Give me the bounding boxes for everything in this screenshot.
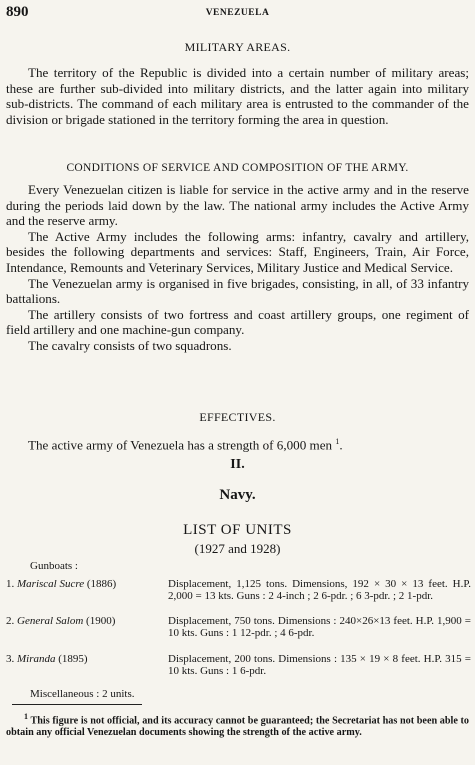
paragraph: The cavalry consists of two squadrons. bbox=[28, 337, 232, 353]
unit-name bbox=[6, 615, 164, 627]
effectives-sentence: The active army of Venezuela has a strength of 6,000 men bbox=[28, 437, 333, 453]
footnote-mark: 1 bbox=[24, 712, 28, 721]
ship-year: (1895) bbox=[58, 653, 88, 665]
unit-number: 1. bbox=[6, 578, 15, 590]
effectives-text bbox=[6, 434, 469, 453]
ship-name: Miranda bbox=[17, 653, 56, 665]
footnote-text: This figure is not official, and its accuracy cannot be guaranteed; the Secretariat has not been able to obtain any official Venezuelan documents showing the strength of the active army. bbox=[6, 715, 469, 738]
paragraph: Every Venezuelan citizen is liable for service in the active army and in the reserve during the periods laid down by the law. The national army includes the Active Army and the reserve army. bbox=[6, 182, 469, 229]
military-areas-heading: MILITARY AREAS. bbox=[184, 40, 291, 54]
unit-name bbox=[6, 578, 164, 590]
page-number: 890 bbox=[6, 4, 29, 20]
unit-details: Displacement, 1,125 tons. Dimensions, 192 × 30 × 13 feet. H.P. 2,000 = 13 kts. Guns : 2 4-inch ; 2 6-pdr. ; 6 3-pdr. ; 2 1-pdr. bbox=[168, 578, 471, 603]
conditions-heading: CONDITIONS OF SERVICE AND COMPOSITION OF THE ARMY. bbox=[66, 162, 409, 174]
footnote-divider bbox=[12, 704, 142, 705]
navy-heading: Navy. bbox=[219, 487, 256, 503]
running-title: VENEZUELA bbox=[205, 8, 270, 18]
sentence-end: . bbox=[339, 437, 343, 453]
footnote-ref: 1 bbox=[335, 437, 340, 446]
paragraph: The territory of the Republic is divided into a certain number of military areas; these are further sub-divided into military districts, and the latter again into military sub-districts. The command of each military area is entrusted to the commander of the division or brigade stationed in the territory forming the area in question. bbox=[6, 65, 469, 127]
list-of-units-title: LIST OF UNITS bbox=[183, 522, 292, 538]
military-areas-text bbox=[6, 65, 469, 127]
unit-number: 3. bbox=[6, 653, 15, 665]
list-years: (1927 and 1928) bbox=[194, 541, 281, 556]
ship-year: (1886) bbox=[86, 578, 117, 590]
unit-name bbox=[6, 653, 164, 665]
unit-details: Displacement, 750 tons. Dimensions : 240×26×13 feet. H.P. 1,900 = 10 kts. Guns : 1 12-pdr. ; 4 6-pdr. bbox=[168, 615, 471, 640]
unit-details: Displacement, 200 tons. Dimensions : 135 × 19 × 8 feet. H.P. 315 = 10 kts. Guns : 1 6-pdr. bbox=[168, 653, 471, 678]
paragraph: The Venezuelan army is organised in five brigades, consisting, in all, of 33 infantry battalions. bbox=[6, 275, 469, 307]
footnote bbox=[6, 711, 469, 738]
ship-year: (1900) bbox=[86, 615, 116, 627]
ship-name: General Salom bbox=[17, 615, 84, 627]
ship-name: Mariscal Sucre bbox=[17, 578, 85, 590]
effectives-heading: EFFECTIVES. bbox=[199, 410, 276, 424]
paragraph: The Active Army includes the following arms: infantry, cavalry and artillery, besides the following departments and services: Staff, Engineers, Train, Air Force, Intendance, Remounts and Veterinary Services, Military Justice and Medical Service. bbox=[6, 228, 469, 275]
conditions-text bbox=[6, 182, 469, 354]
section-number: II. bbox=[230, 457, 245, 472]
unit-number: 2. bbox=[6, 615, 15, 627]
gunboats-label: Gunboats : bbox=[30, 560, 78, 572]
paragraph bbox=[6, 434, 469, 453]
miscellaneous-units: Miscellaneous : 2 units. bbox=[30, 688, 135, 700]
paragraph: The artillery consists of two fortress and coast artillery groups, one regiment of field artillery and one machine-gun company. bbox=[6, 306, 469, 338]
